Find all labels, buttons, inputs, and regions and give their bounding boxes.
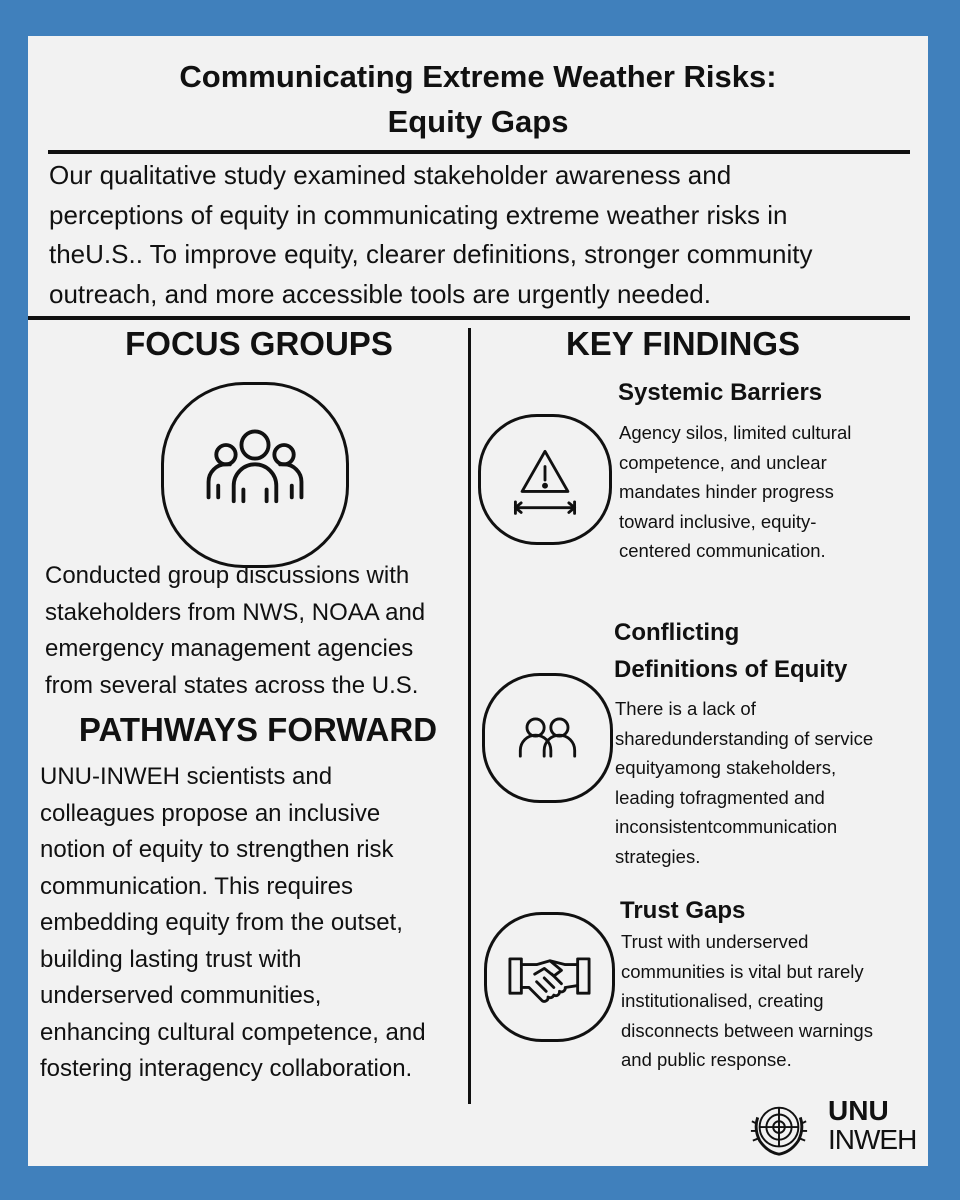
finding-text	[615, 694, 925, 871]
unu-inweh-logo	[748, 1096, 928, 1160]
pathways-line: colleagues propose an inclusive	[40, 799, 381, 827]
intro-line: perceptions of equity in communicating extreme weather risks in	[49, 199, 788, 230]
two-people-icon	[485, 676, 610, 800]
pathways-text	[40, 759, 466, 1088]
un-emblem-icon	[748, 1098, 810, 1160]
logo-line-2: INWEH	[828, 1124, 917, 1155]
finding-title	[620, 892, 920, 929]
pathways-line: building lasting trust with	[40, 945, 302, 973]
conflicting-definitions-icon-box	[482, 673, 613, 803]
finding-title	[614, 614, 924, 688]
finding-title-line: Definitions of Equity	[614, 656, 848, 683]
intro-paragraph	[49, 156, 909, 314]
key-findings-heading: KEY FINDINGS	[565, 325, 801, 362]
warning-triangle-icon	[481, 417, 609, 542]
infographic-card	[28, 36, 928, 1166]
trust-gaps-icon-box	[484, 912, 615, 1042]
logo-line-1: UNU	[828, 1095, 889, 1126]
finding-line: communities is vital but rarely	[621, 960, 864, 982]
intro-line: outreach, and more accessible tools are urgently needed.	[49, 278, 711, 309]
finding-line: competence, and unclear	[619, 451, 827, 473]
finding-title	[618, 374, 918, 411]
focus-groups-icon-box	[161, 382, 349, 568]
finding-line: equityamong stakeholders,	[615, 757, 837, 778]
pathways-line: UNU-INWEH scientists and	[40, 763, 333, 790]
people-group-icon	[164, 385, 346, 565]
finding-line: leading tofragmented and	[615, 786, 825, 808]
finding-line: disconnects between warnings	[621, 1019, 873, 1041]
pathways-line: communication. This requires	[40, 872, 354, 900]
finding-text	[621, 927, 921, 1075]
finding-text	[619, 418, 919, 566]
finding-line: strategies.	[615, 845, 701, 867]
pathways-line: fostering interagency collaboration.	[40, 1055, 413, 1082]
title-line-2: Equity Gaps	[387, 104, 569, 139]
finding-line: mandates hinder progress	[619, 481, 834, 502]
finding-title-line: Conflicting	[614, 619, 740, 646]
finding-line: and public response.	[621, 1049, 792, 1070]
finding-line: centered communication.	[619, 540, 826, 561]
focus-groups-line: Conducted group discussions with	[45, 562, 410, 589]
finding-line: sharedunderstanding of service	[615, 727, 874, 749]
focus-groups-text	[45, 558, 465, 704]
focus-groups-heading: FOCUS GROUPS	[125, 325, 393, 362]
pathways-line: notion of equity to strengthen risk	[40, 836, 394, 863]
focus-groups-line: stakeholders from NWS, NOAA and	[45, 598, 426, 626]
pathways-line: underserved communities,	[40, 982, 322, 1009]
focus-groups-line: emergency management agencies	[45, 635, 414, 662]
finding-line: inconsistentcommunication	[615, 816, 838, 837]
intro-line: Our qualitative study examined stakeholder awareness and	[49, 160, 732, 190]
finding-title-line: Systemic Barriers	[618, 379, 823, 406]
column-divider	[468, 328, 471, 1104]
intro-line: theU.S.. To improve equity, clearer definitions, stronger community	[49, 239, 813, 269]
handshake-icon	[487, 915, 612, 1039]
top-divider	[48, 150, 910, 154]
middle-divider	[28, 316, 910, 320]
finding-line: Agency silos, limited cultural	[619, 422, 852, 443]
pathways-line: enhancing cultural competence, and	[40, 1018, 426, 1046]
finding-line: Trust with underserved	[621, 931, 809, 952]
finding-line: institutionalised, creating	[621, 990, 824, 1011]
page-title	[28, 54, 928, 144]
finding-line: There is a lack of	[615, 698, 756, 719]
pathways-heading: PATHWAYS FORWARD	[78, 711, 438, 748]
pathways-line: embedding equity from the outset,	[40, 909, 403, 936]
focus-groups-line: from several states across the U.S.	[45, 671, 419, 699]
title-line-1: Communicating Extreme Weather Risks:	[179, 59, 777, 94]
finding-line: toward inclusive, equity-	[619, 510, 817, 532]
finding-title-line: Trust Gaps	[620, 897, 746, 924]
systemic-barriers-icon-box	[478, 414, 612, 545]
